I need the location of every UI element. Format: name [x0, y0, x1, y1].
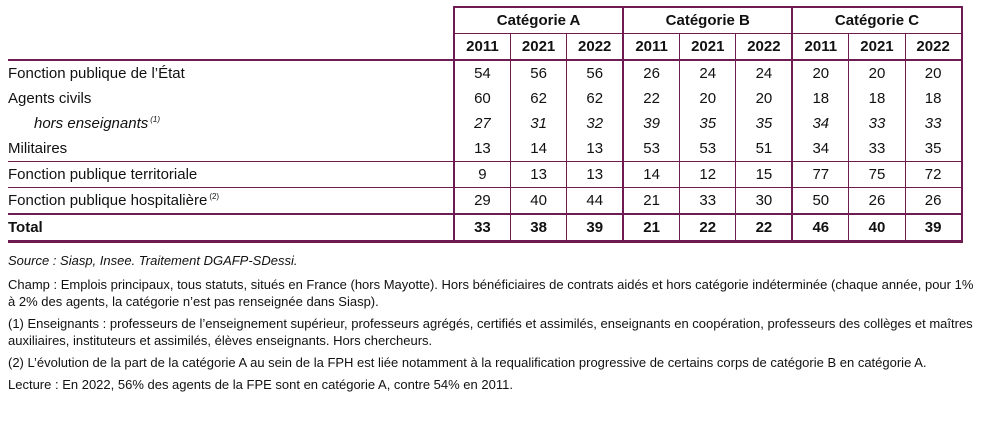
table-cell: 9: [454, 162, 510, 188]
year-header: 2011: [792, 34, 848, 61]
table-cell: 20: [792, 60, 848, 86]
category-a-header: Catégorie A: [454, 7, 623, 34]
table-cell: 14: [623, 162, 679, 188]
table-cell: 26: [623, 60, 679, 86]
table-cell: 29: [454, 188, 510, 215]
table-cell: 14: [510, 136, 566, 162]
table-cell: 60: [454, 86, 510, 111]
table-cell: 54: [454, 60, 510, 86]
table-cell: 56: [567, 60, 623, 86]
footnote-marker: (1): [150, 115, 161, 124]
row-label-text: Agents civils: [8, 90, 92, 107]
table-cell: 51: [736, 136, 792, 162]
table-cell: 46: [792, 214, 848, 242]
year-header: 2021: [849, 34, 905, 61]
table-cell: 20: [680, 86, 736, 111]
table-cell: 13: [454, 136, 510, 162]
scope-note: Champ : Emplois principaux, tous statuts, situés en France (hors Mayotte). Hors bénéficiaires de contrats aidés et hors catégorie indéterminée (chaque année, pour 1% à 2% des agents, la catégorie n’est pas renseignée dans Siasp).: [8, 277, 974, 309]
row-label: [8, 136, 454, 162]
table-notes: [8, 252, 976, 398]
table-cell: 75: [849, 162, 905, 188]
source-note: Source : Siasp, Insee. Traitement DGAFP-SDessi.: [8, 253, 298, 268]
table-cell: 18: [849, 86, 905, 111]
table-cell: 12: [680, 162, 736, 188]
table-cell: 15: [736, 162, 792, 188]
row-label: [8, 111, 454, 136]
table-cell: 34: [792, 136, 848, 162]
table-cell: 62: [510, 86, 566, 111]
table-cell: 62: [567, 86, 623, 111]
row-label-text: Fonction publique territoriale: [8, 166, 198, 183]
empty-corner-year: [8, 34, 454, 61]
table-cell: 22: [680, 214, 736, 242]
table-cell: 50: [792, 188, 848, 215]
table-cell: 26: [905, 188, 961, 215]
table-cell: 13: [567, 162, 623, 188]
table-cell: 35: [680, 111, 736, 136]
table-cell: 27: [454, 111, 510, 136]
footnote-2: (2) L’évolution de la part de la catégorie A au sein de la FPH est liée notamment à la requalification progressive de certains corps de catégorie B en catégorie A.: [8, 355, 927, 370]
table-cell: 20: [905, 60, 961, 86]
table-cell: 33: [905, 111, 961, 136]
year-header-row: [8, 34, 962, 61]
row-label-text: Fonction publique de l’État: [8, 65, 185, 82]
table-cell: 22: [623, 86, 679, 111]
table-cell: 35: [736, 111, 792, 136]
table-cell: 20: [849, 60, 905, 86]
table-cell: 39: [567, 214, 623, 242]
table-cell: 13: [567, 136, 623, 162]
table-row-hors-enseignants: [8, 111, 962, 136]
row-label: [8, 214, 454, 242]
table-cell: 22: [736, 214, 792, 242]
footnote-marker: (2): [209, 192, 220, 201]
reading-note: Lecture : En 2022, 56% des agents de la FPE sont en catégorie A, contre 54% en 2011.: [8, 377, 513, 392]
table-row-total: [8, 214, 962, 242]
category-header-row: [8, 7, 962, 34]
row-label-text: Militaires: [8, 140, 68, 157]
year-header: 2021: [680, 34, 736, 61]
table-cell: 53: [623, 136, 679, 162]
table-cell: 33: [849, 136, 905, 162]
table-cell: 38: [510, 214, 566, 242]
row-label: [8, 162, 454, 188]
table-cell: 20: [736, 86, 792, 111]
table-cell: 30: [736, 188, 792, 215]
table-cell: 24: [736, 60, 792, 86]
empty-corner: [8, 7, 454, 34]
table-cell: 13: [510, 162, 566, 188]
row-label: [8, 86, 454, 111]
table-cell: 24: [680, 60, 736, 86]
table-cell: 35: [905, 136, 961, 162]
footnote-1: (1) Enseignants : professeurs de l’enseignement supérieur, professeurs agrégés, certifiés et assimilés, enseignants en coopération, professeurs des collèges et maîtres auxiliaires, instituteurs et assimilés, élèves enseignants. Hors chercheurs.: [8, 316, 973, 348]
table-row-militaires: [8, 136, 962, 162]
table-row-fpe: [8, 60, 962, 86]
table-cell: 32: [567, 111, 623, 136]
table-row-fph: [8, 188, 962, 215]
table-cell: 33: [454, 214, 510, 242]
category-c-header: Catégorie C: [792, 7, 961, 34]
category-b-header: Catégorie B: [623, 7, 792, 34]
table-row-agents-civils: [8, 86, 962, 111]
year-header: 2022: [567, 34, 623, 61]
table-cell: 33: [680, 188, 736, 215]
category-share-table: [8, 6, 963, 243]
table-cell: 72: [905, 162, 961, 188]
table-cell: 31: [510, 111, 566, 136]
table-cell: 34: [792, 111, 848, 136]
row-label-text: Fonction publique hospitalière: [8, 192, 208, 209]
table-cell: 33: [849, 111, 905, 136]
row-label: [8, 188, 454, 215]
row-label-text: Total: [8, 219, 43, 236]
table-cell: 44: [567, 188, 623, 215]
table-cell: 21: [623, 214, 679, 242]
year-header: 2021: [510, 34, 566, 61]
year-header: 2011: [623, 34, 679, 61]
table-cell: 39: [905, 214, 961, 242]
table-cell: 39: [623, 111, 679, 136]
row-label: [8, 60, 454, 86]
table-row-fpt: [8, 162, 962, 188]
year-header: 2011: [454, 34, 510, 61]
year-header: 2022: [905, 34, 961, 61]
table-cell: 77: [792, 162, 848, 188]
table-cell: 18: [905, 86, 961, 111]
table-cell: 56: [510, 60, 566, 86]
table-cell: 40: [849, 214, 905, 242]
table-cell: 40: [510, 188, 566, 215]
year-header: 2022: [736, 34, 792, 61]
table-cell: 18: [792, 86, 848, 111]
table-cell: 53: [680, 136, 736, 162]
table-cell: 21: [623, 188, 679, 215]
table-cell: 26: [849, 188, 905, 215]
row-label-text: hors enseignants: [34, 115, 149, 132]
